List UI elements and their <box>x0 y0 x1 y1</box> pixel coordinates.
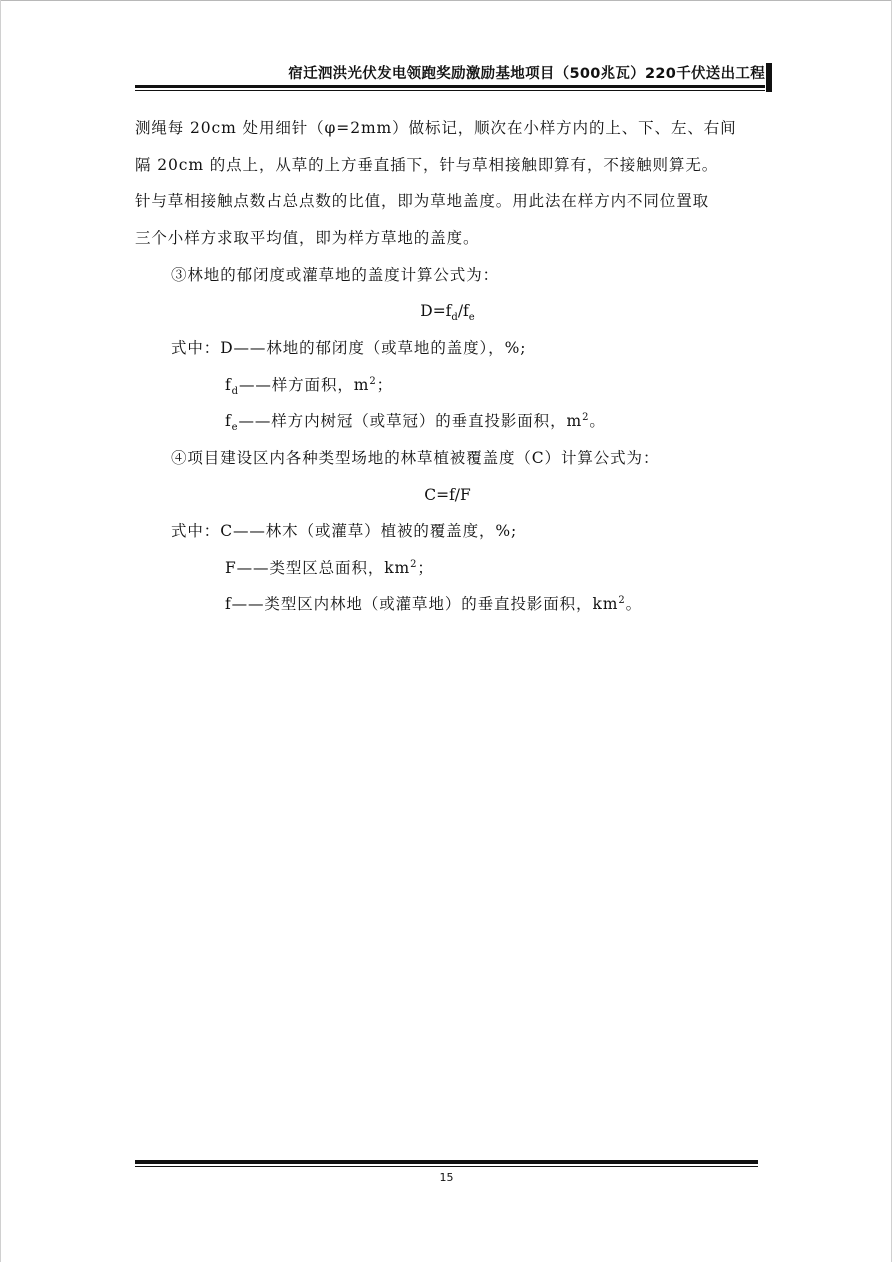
footer-rule-thick <box>135 1160 758 1164</box>
paragraph-line: 测绳每 20cm 处用细针（φ=2mm）做标记，顺次在小样方内的上、下、左、右间 <box>135 119 737 137</box>
definition-f: f——类型区内林地（或灌草地）的垂直投影面积，$km^2$。 <box>225 594 643 613</box>
footer-rule-thin <box>135 1166 758 1167</box>
definition-c: 式中：C——林木（或灌草）植被的覆盖度，%; <box>171 522 518 540</box>
formula-c: C=f/F <box>424 486 471 504</box>
paragraph-line: 隔 20cm 的点上，从草的上方垂直插下，针与草相接触即算有，不接触则算无。 <box>135 156 719 174</box>
formula-d: $D=f_d/f_e$ <box>420 302 475 324</box>
item4-heading: ④项目建设区内各种类型场地的林草植被覆盖度（C）计算公式为： <box>171 449 660 467</box>
definition-fd: $f_d——$样方面积，$m^2$； <box>225 375 394 398</box>
running-header-title: 宿迁泗洪光伏发电领跑奖励激励基地项目（500兆瓦）220千伏送出工程 <box>288 66 765 82</box>
page-border-left <box>0 0 1 1262</box>
definition-F: F——类型区总面积，$km^2$； <box>225 558 434 577</box>
item3-heading: ③林地的郁闭度或灌草地的盖度计算公式为： <box>171 266 500 284</box>
definition-fe: $f_e——$样方内树冠（或草冠）的垂直投影面积，$m^2$。 <box>225 411 606 434</box>
header-end-mark <box>766 63 772 92</box>
header-rule-thin <box>135 90 765 91</box>
header-rule-thick <box>135 85 765 88</box>
page-border-top <box>0 0 892 1</box>
definition-d: 式中：D——林地的郁闭度（或草地的盖度），%; <box>171 339 527 357</box>
paragraph-line: 针与草相接触点数占总点数的比值，即为草地盖度。用此法在样方内不同位置取 <box>135 192 710 210</box>
page-number: 15 <box>439 1171 454 1184</box>
paragraph-line: 三个小样方求取平均值，即为样方草地的盖度。 <box>135 229 480 247</box>
